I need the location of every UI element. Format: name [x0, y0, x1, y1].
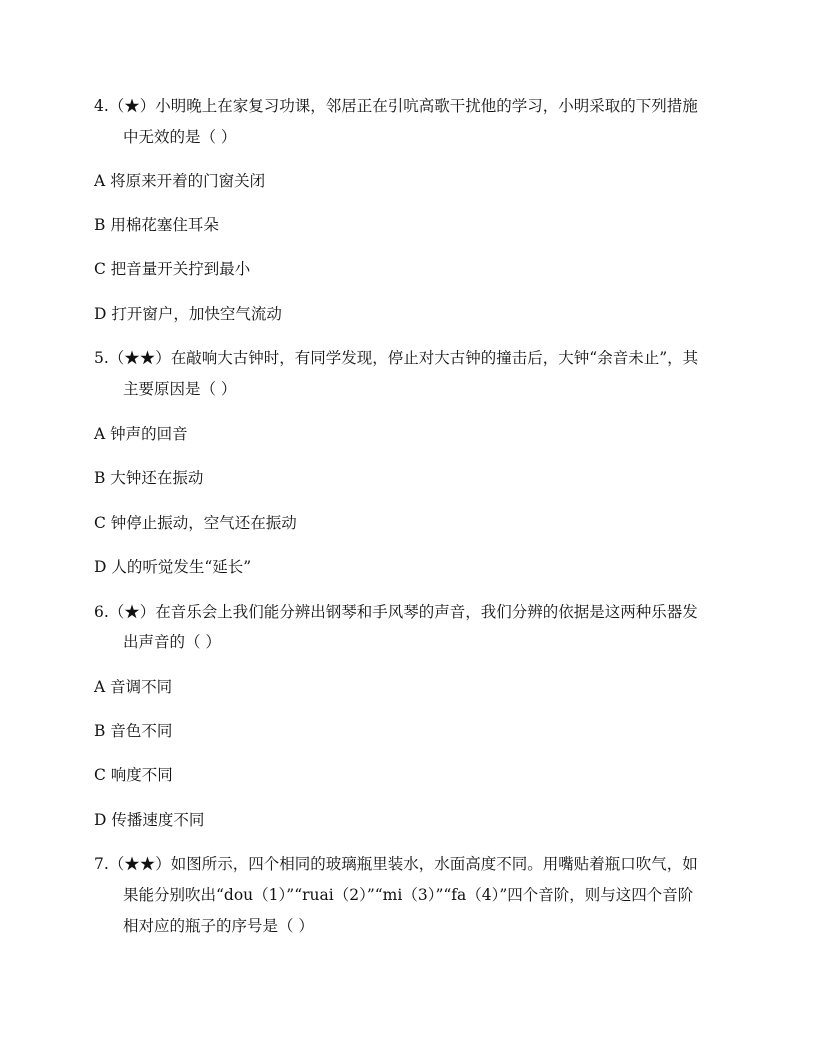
question-7-stem-line-2: 果能分别吹出“dou（1）”“ruai（2）”“mi（3）”“fa（4）”四个音阶，则与这四个音阶 — [123, 886, 694, 904]
question-5-stem-line-2: 主要原因是（ ） — [123, 380, 237, 398]
question-6-stem-line-2: 出声音的（ ） — [123, 633, 221, 651]
question-7-stem-line-1: 7.（★★）如图所示，四个相同的玻璃瓶里装水，水面高度不同。用嘴贴着瓶口吹气，如 — [94, 855, 698, 873]
question-6-option-d: D 传播速度不同 — [94, 811, 205, 829]
question-4-option-b: B 用棉花塞住耳朵 — [94, 216, 219, 234]
question-5-option-a: A 钟声的回音 — [94, 425, 188, 443]
question-4-option-c: C 把音量开关拧到最小 — [94, 260, 251, 278]
question-4-option-a: A 将原来开着的门窗关闭 — [94, 172, 266, 190]
question-4-stem-line-2: 中无效的是（ ） — [123, 128, 237, 146]
question-6-option-b: B 音色不同 — [94, 722, 173, 740]
question-5-option-b: B 大钟还在振动 — [94, 469, 204, 487]
question-4-stem-line-1: 4.（★）小明晚上在家复习功课，邻居正在引吭高歌干扰他的学习，小明采取的下列措施 — [94, 97, 698, 115]
question-5-stem-line-1: 5.（★★）在敲响大古钟时，有同学发现，停止对大古钟的撞击后，大钟“余音未止”，其 — [94, 349, 699, 367]
question-6-option-c: C 响度不同 — [94, 766, 173, 784]
question-5-option-c: C 钟停止振动，空气还在振动 — [94, 514, 297, 532]
question-4-option-d: D 打开窗户，加快空气流动 — [94, 305, 282, 323]
question-6-stem-line-1: 6.（★）在音乐会上我们能分辨出钢琴和手风琴的声音，我们分辨的依据是这两种乐器发 — [94, 603, 698, 621]
question-6-option-a: A 音调不同 — [94, 678, 173, 696]
question-7-stem-line-3: 相对应的瓶子的序号是（ ） — [123, 917, 314, 935]
question-5-option-d: D 人的听觉发生“延长” — [94, 558, 252, 576]
